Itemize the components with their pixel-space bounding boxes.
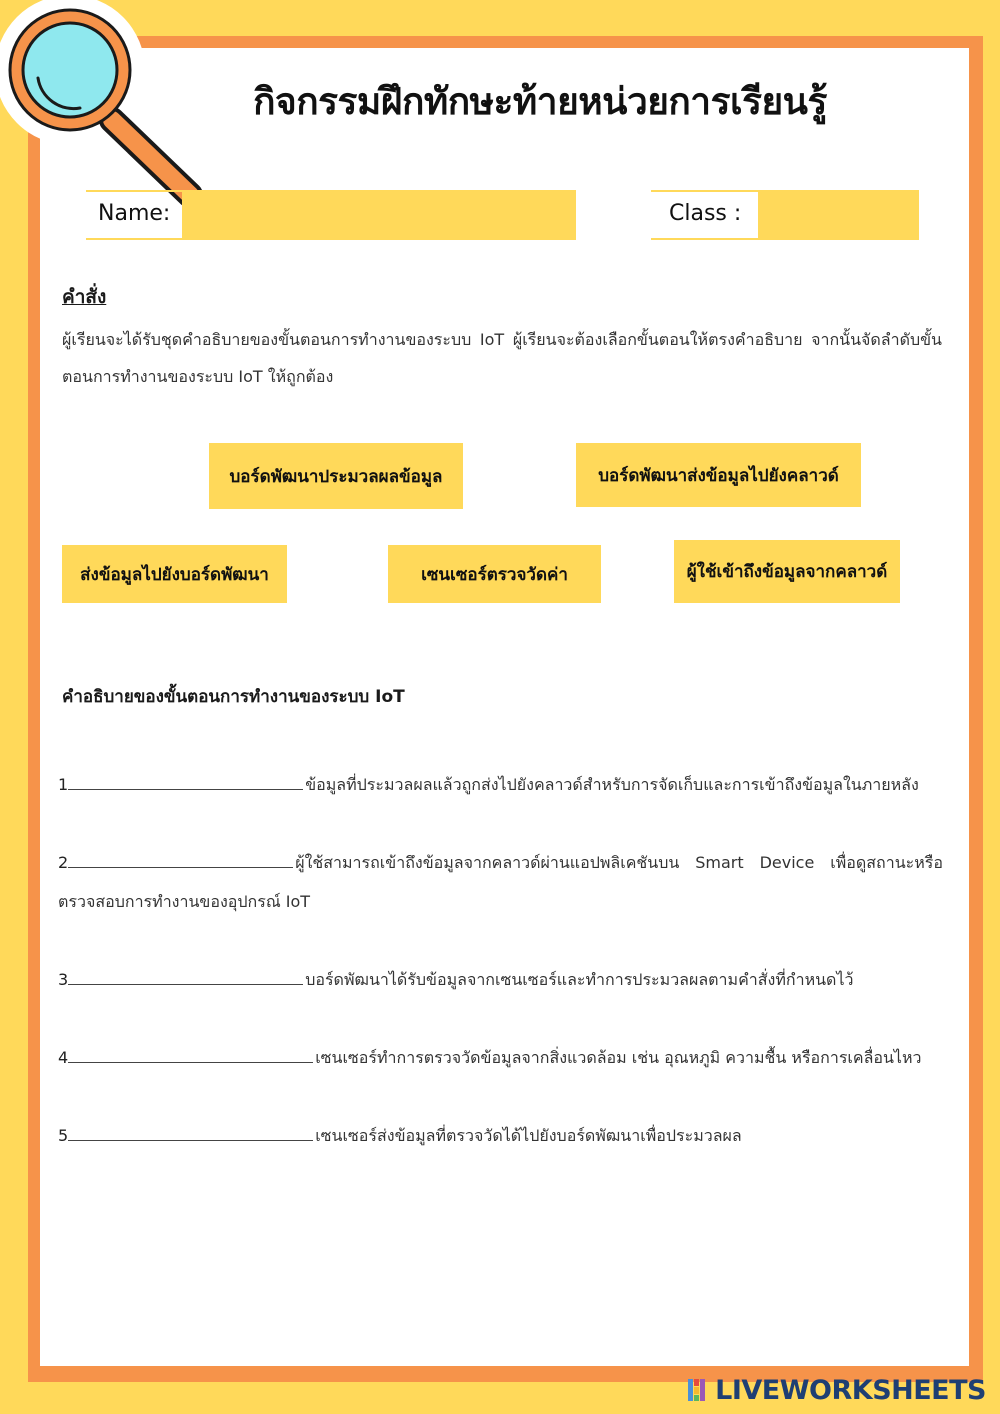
instructions-heading: คำสั่ง xyxy=(62,286,107,308)
item-number: 3 xyxy=(58,970,69,989)
instructions-text: ผู้เรียนจะได้รับชุดคำอธิบายของขั้นตอนการทำงานของระบบ IoT ผู้เรียนจะต้องเลือกขั้นตอนให้ตรงคำอธิบาย จากนั้นจัดลำดับขั้นตอนการทำงานของระบบ IoT ให้ถูกต้อง xyxy=(62,330,942,386)
description-item-2 xyxy=(58,843,943,921)
option-chip-board-process[interactable]: บอร์ดพัฒนาประมวลผลข้อมูล xyxy=(209,443,463,509)
item-text: ข้อมูลที่ประมวลผลแล้วถูกส่งไปยังคลาวด์สำหรับการจัดเก็บและการเข้าถึงข้อมูลในภายหลัง xyxy=(305,775,919,794)
name-label: Name: xyxy=(98,201,171,226)
item-text: ผู้ใช้สามารถเข้าถึงข้อมูลจากคลาวด์ผ่านแอปพลิเคชันบน Smart Device เพื่อดูสถานะหรือตรวจสอบการทำงานของอุปกรณ์ IoT xyxy=(58,853,943,911)
name-underline xyxy=(86,238,576,240)
descriptions-heading: คำอธิบายของขั้นตอนการทำงานของระบบ IoT xyxy=(62,687,405,707)
liveworksheets-logo-icon xyxy=(687,1377,713,1403)
item-text: เซนเซอร์ส่งข้อมูลที่ตรวจวัดได้ไปยังบอร์ดพัฒนาเพื่อประมวลผล xyxy=(315,1126,742,1145)
item-number: 2 xyxy=(58,853,69,872)
name-input[interactable] xyxy=(182,190,576,238)
answer-blank-5[interactable] xyxy=(68,1122,313,1141)
option-chip-user-access-cloud[interactable]: ผู้ใช้เข้าถึงข้อมูลจากคลาวด์ xyxy=(674,540,900,603)
class-input[interactable] xyxy=(758,190,919,238)
brand-name: LIVEWORKSHEETS xyxy=(715,1374,986,1406)
page-title: กิจกรรมฝึกทักษะท้ายหน่วยการเรียนรู้ xyxy=(253,80,827,123)
class-topline xyxy=(651,190,758,192)
answer-blank-2[interactable] xyxy=(68,849,293,868)
item-number: 4 xyxy=(58,1048,69,1067)
option-chip-board-send-cloud[interactable]: บอร์ดพัฒนาส่งข้อมูลไปยังคลาวด์ xyxy=(576,443,861,507)
item-text: เซนเซอร์ทำการตรวจวัดข้อมูลจากสิ่งแวดล้อม เช่น อุณหภูมิ ความชื้น หรือการเคลื่อนไหว xyxy=(315,1048,922,1067)
liveworksheets-brand[interactable] xyxy=(687,1373,986,1407)
description-item-5 xyxy=(58,1116,943,1155)
description-item-4 xyxy=(58,1038,943,1077)
answer-blank-3[interactable] xyxy=(68,966,303,985)
class-underline xyxy=(651,238,919,240)
answer-blank-1[interactable] xyxy=(68,771,303,790)
item-text: บอร์ดพัฒนาได้รับข้อมูลจากเซนเซอร์และทำการประมวลผลตามคำสั่งที่กำหนดไว้ xyxy=(305,970,854,989)
item-number: 5 xyxy=(58,1126,69,1145)
description-item-1 xyxy=(58,765,943,804)
description-item-3 xyxy=(58,960,943,999)
name-topline xyxy=(86,190,182,192)
answer-blank-4[interactable] xyxy=(68,1044,313,1063)
class-label: Class : xyxy=(669,201,742,226)
item-number: 1 xyxy=(58,775,69,794)
option-chip-send-to-board[interactable]: ส่งข้อมูลไปยังบอร์ดพัฒนา xyxy=(62,545,287,603)
option-chip-sensor-measure[interactable]: เซนเซอร์ตรวจวัดค่า xyxy=(388,545,601,603)
